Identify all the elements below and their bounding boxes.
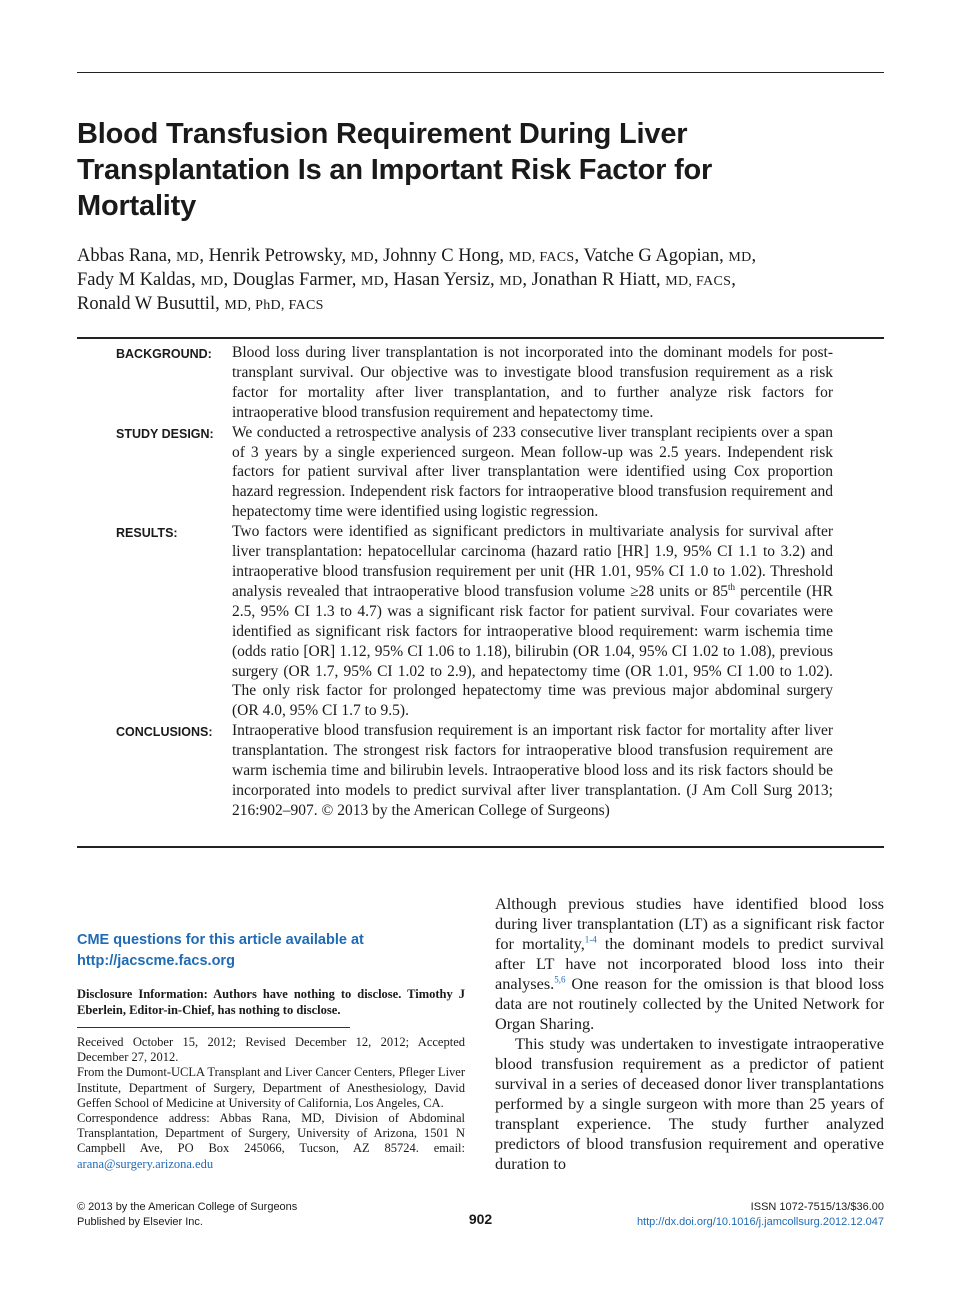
page-number: 902 [468, 1211, 493, 1227]
author-name: Henrik Petrowsky [208, 246, 342, 266]
author-name: Hasan Yersiz [393, 270, 490, 290]
abstract-section-text: Blood loss during liver transplantation is not incorporated into the dominant models for post-transplant survival. Our objective was to investigate blood transfusion requirement as a risk factor for mortality after liver transplantation, and to further analyze risk factors for intraoperative blood transfusion requirement and hepatectomy time. [232, 344, 833, 421]
author-degrees: MD [499, 274, 523, 289]
body-text-part: One reason for the omission is that blood loss data are not routinely collected by the United Network for Organ Sharing. [495, 974, 884, 1033]
abstract-section-label: STUDY DESIGN: [116, 426, 214, 441]
issn: ISSN 1072-7515/13/$36.00 [750, 1201, 884, 1213]
citation-link[interactable]: 1-4 [584, 934, 597, 945]
abstract [77, 343, 884, 821]
doi-link[interactable]: http://dx.doi.org/10.1016/j.jamcollsurg.2012.12.047 [636, 1216, 884, 1228]
cme-link[interactable]: http://jacscme.facs.org [77, 953, 235, 969]
disclosure-label: Disclosure Information: [77, 987, 208, 1001]
author-degrees: MD [176, 250, 200, 265]
abstract-conclusions [77, 721, 884, 821]
author-name: Abbas Rana [77, 246, 167, 266]
author-degrees: MD [350, 250, 374, 265]
footer-right [637, 1200, 884, 1230]
article-title: Blood Transfusion Requirement During Liver Transplantation Is an Important Risk Factor for Mortality [77, 118, 713, 222]
body-paragraph: This study was undertaken to investigate intraoperative blood transfusion requirement as a predictor of patient survival in a series of deceased donor liver transplantations performed by a single surgeon with more than 25 years of transplant experience. The study further analyzed predictors of blood transfusion requirement and operative duration to [495, 1034, 884, 1173]
received-dates: Received October 15, 2012; Revised December 12, 2012; Accepted December 27, 2012. [77, 1035, 465, 1065]
results-text-part: percentile (HR 2.5, 95% CI 1.3 to 4.7) was a significant risk factor for patient survival. Four covariates were identified as significant risk factors for intraoperative blood requirement: warm ischemia time (odds ratio [OR] 1.12, 95% CI 1.06 to 1.18), bilirubin (OR 1.04, 95% CI 1.02 to 1.08), previous surgery (OR 1.7, 95% CI 1.02 to 2.9), and hepatectomy time (OR 1.01, 95% CI 1.00 to 1.02). The only risk factor for prolonged hepatectomy time was previous major abdominal surgery (OR 4.0, 95% CI 1.7 to 9.5). [232, 582, 833, 720]
author-degrees: MD, PhD, FACS [224, 298, 324, 313]
citation-link[interactable]: 5,6 [554, 974, 566, 985]
correspondence-text: Correspondence address: Abbas Rana, MD, Division of Abdominal Transplantation, Department of Surgery, University of Arizona, 1501 N Campbell Ave, PO Box 245066, Tucson, AZ 85724. email: [77, 1111, 465, 1156]
top-rule [77, 72, 884, 73]
abstract-section-text [232, 522, 833, 721]
author-name: Jonathan R Hiatt [531, 270, 657, 290]
author-degrees: MD, FACS [665, 274, 732, 289]
results-text-part: Two factors were identified as significant predictors in multivariate analysis for survival after liver transplantation: hepatocellular carcinoma (hazard ratio [HR] 1.9, 95% CI 1.1 to 3.2) and intraoperative blood transfusion requirement per unit (HR 1.01, 95% CI 1.0 to 1.02). Threshold analysis revealed that intraoperative blood transfusion volume ≥28 units or 85 [232, 523, 833, 600]
disclosure [77, 986, 465, 1018]
abstract-results [77, 522, 884, 721]
email-link[interactable]: arana@surgery.arizona.edu [77, 1156, 214, 1171]
abstract-section-label: CONCLUSIONS: [116, 725, 213, 740]
article-notes [77, 1035, 465, 1172]
disclosure-text: Authors have nothing to disclose. Timothy J Eberlein, Editor-in-Chief, has nothing to disclose. [77, 987, 465, 1017]
author-list: Abbas Rana, MD, Henrik Petrowsky, MD, Johnny C Hong, MD, FACS, Vatche G Agopian, MD, Fady M Kaldas, MD, Douglas Farmer, MD, Hasan Yersiz, MD, Jonathan R Hiatt, MD, FACS, Ronald W Busuttil, MD, PhD, FACS [77, 246, 757, 314]
author-name: Douglas Farmer [232, 270, 352, 290]
body-text-part: Although previous studies have identified blood loss during liver transplantation (LT) as a significant risk factor for mortality, [495, 894, 884, 953]
author-degrees: MD, FACS [508, 250, 575, 265]
author-name: Fady M Kaldas [77, 270, 192, 290]
abstract-top-rule [77, 337, 884, 339]
publisher: Published by Elsevier Inc. [77, 1216, 203, 1228]
author-name: Ronald W Busuttil [77, 294, 216, 314]
abstract-section-text: Intraoperative blood transfusion requirement is an important risk factor for mortality after liver transplantation. The strongest risk factors for intraoperative blood transfusion requirement are warm ischemia time and bilirubin levels. Intraoperative blood loss and its risk factors should be incorporated into models to predict survival after liver transplantation. (J Am Coll Surg 2013; 216:902–907. © 2013 by the American College of Surgeons) [232, 722, 833, 819]
copyright: © 2013 by the American College of Surgeons [77, 1201, 298, 1213]
author-degrees: MD [728, 250, 752, 265]
sidebar-notes [77, 930, 465, 1172]
affiliation: From the Dumont-UCLA Transplant and Liver Cancer Centers, Pfleger Liver Institute, Department of Surgery, Department of Anesthesiology, David Geffen School of Medicine at University of California, Los Angeles, CA. [77, 1065, 465, 1110]
abstract-background [77, 343, 884, 423]
author-name: Johnny C Hong [383, 246, 500, 266]
abstract-section-label: BACKGROUND: [116, 347, 212, 361]
body-paragraph [495, 894, 884, 1034]
abstract-study-design [77, 423, 884, 523]
body-text [495, 894, 884, 1174]
abstract-section-label: RESULTS: [116, 526, 178, 541]
author-degrees: MD [360, 274, 385, 289]
correspondence [77, 1111, 465, 1172]
cme-text: CME questions for this article available at [77, 932, 364, 948]
abstract-section-text: We conducted a retrospective analysis of 233 consecutive liver transplant recipients over a span of 3 years by a single experienced surgeon. Mean follow-up was 2.5 years. Independent risk factors for patient survival after liver transplantation were identified using Cox proportion hazard regression. Independent risk factors for intraoperative blood transfusion requirement and hepatectomy time were identified using logistic regression. [232, 423, 833, 521]
body-text-part: the dominant models to predict survival after LT have not incorporated blood loss into their analyses. [495, 934, 884, 993]
notes-divider [77, 1027, 350, 1028]
superscript: th [727, 581, 735, 592]
abstract-bottom-rule [77, 846, 884, 848]
author-degrees: MD [200, 274, 224, 289]
author-name: Vatche G Agopian [583, 246, 720, 266]
cme-notice [77, 930, 465, 972]
